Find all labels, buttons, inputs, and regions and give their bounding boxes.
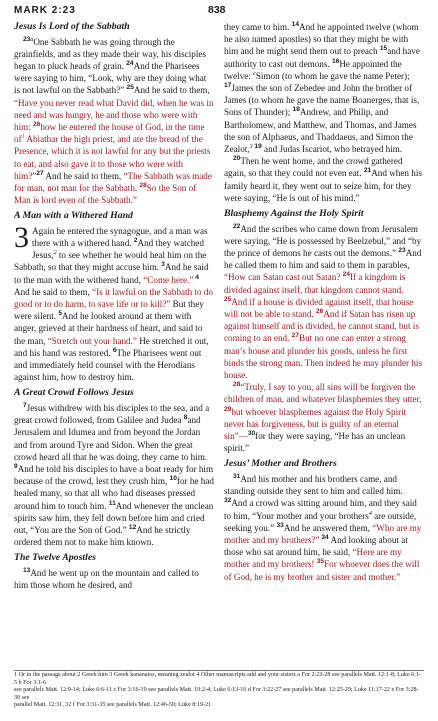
text: And he looked around at them with anger, grieved at their hardness of heart, and said to the man,	[14, 311, 203, 346]
words-of-jesus: “Who are my mother and my brothers?”	[224, 522, 422, 545]
verse-number: 24	[342, 271, 350, 279]
text: He stretched it out, and his hand was restored.	[14, 335, 209, 358]
footnote-marker: 4	[368, 510, 372, 517]
footnote-marker: c	[253, 70, 256, 77]
text: And he answered them,	[283, 522, 373, 533]
verse-number: 17	[224, 81, 232, 89]
verse-number: 2	[133, 237, 138, 244]
text: He appointed the twelve:	[224, 58, 402, 81]
text: Then he went home, and the crowd gathered again, so that they could not even eat.	[224, 156, 403, 179]
paragraph	[14, 36, 214, 207]
verse-number: 31	[233, 472, 241, 480]
words-of-jesus: For whoever does the will of God, he is my brother and sister and mother.”	[224, 559, 420, 582]
text: And his mother and his brothers came, and standing outside they sent to him and called him.	[224, 473, 403, 497]
verse-number: 23	[23, 35, 31, 43]
paragraph	[224, 381, 424, 454]
text: And a crowd was sitting around him, and they said to him, “Your mother and your brothers	[224, 498, 417, 521]
paragraph	[224, 223, 424, 382]
section-heading: A Great Crowd Follows Jesus	[14, 387, 134, 399]
verse-number: 35	[316, 558, 325, 566]
text: And he appointed twelve (whom he also named apostles) so that they might be with him and he might send them out to preach	[224, 22, 419, 57]
verse-number: 8	[183, 414, 188, 422]
paragraph	[224, 21, 424, 155]
text: to see whether he would heal him on the Sabbath, so that they might accuse him.	[14, 250, 207, 273]
two-column-text	[14, 21, 424, 591]
text: And he said to them,	[43, 170, 124, 181]
words-of-jesus: “Here are my mother and my brothers!	[224, 547, 402, 570]
verse-number: 32	[224, 497, 232, 505]
chapter-number: 3	[14, 220, 29, 254]
words-of-jesus: So the Son of Man is lord even of the Sabbath.”	[14, 182, 197, 206]
footnote-marker: a	[30, 36, 34, 43]
text: Again he entered the synagogue, and a man was there with a withered hand.	[32, 225, 208, 249]
words-of-jesus: but whoever blasphemes against the Holy Spirit never has forgiveness, but is guilty of an eternal sin”—	[224, 406, 407, 441]
verse-number: 20	[233, 155, 241, 163]
text: And he went up on the mountain and called to him those whom he desired, and	[14, 567, 199, 591]
verse-number: 26	[33, 120, 41, 128]
verse-number: 30	[247, 429, 256, 437]
text: And the scribes who came down from Jerusalem were saying, “He is possessed by Beelzebul,” and “by the prince of demons he casts out the demons.”	[224, 223, 422, 258]
verse-number: 6	[112, 346, 117, 354]
text: And he said to them,	[133, 85, 210, 96]
words-of-jesus: “Truly, I say to you, all sins will be forgiven the children of man, and whatever blasphemies they utter,	[224, 382, 422, 405]
text: And he strictly ordered them not to make him known.	[14, 525, 191, 548]
verse-number: 9	[14, 462, 18, 470]
footnote-marker: 3	[249, 143, 253, 150]
verse-number: 11	[108, 499, 116, 507]
words-of-jesus: “Come here.”	[143, 274, 194, 285]
text: Simon (to whom he gave the name Peter);	[255, 70, 410, 81]
words-of-jesus: Abiathar the high priest, and ate the bread of the Presence, which it is not lawful for any but the priests to eat, and also gave it to those who were with him?”	[14, 134, 211, 181]
section-heading: A Man with a Withered Hand	[14, 210, 133, 222]
verse-number: 16	[331, 57, 340, 65]
verse-number: 28	[233, 381, 241, 389]
text: Andrew, and Philip, and Bartholomew, and Matthew, and Thomas, and James the son of Alphaeus, and Thaddaeus, and Simon the Zealot,	[224, 107, 417, 155]
verse-number: 33	[276, 521, 284, 529]
words-of-jesus: “Have you never read what David did, when he was in need and was hungry, he and those who were with him:	[14, 97, 214, 132]
words-of-jesus: how he entered the house of God, in the time of	[14, 121, 205, 145]
text: And they watched Jesus,	[32, 238, 204, 261]
verse-number: 14	[291, 20, 300, 28]
text: But they were silent.	[14, 299, 204, 322]
words-of-jesus: But no one can enter a strong man’s house and plunder his goods, unless he first binds the strong man. Then indeed he may plunder his house.	[224, 333, 423, 380]
verse-number: 4	[193, 273, 199, 281]
verse-number: 27	[36, 169, 44, 177]
footnote-line: 1 Or in the passage about 2 Greek him 3 Greek kananaios, meaning zealot 4 Other manuscripts add and your sisters a For 2:23-28 see parallels Matt. 12:1-8; Luke 6:1-5 b For 3:1-6	[14, 672, 421, 686]
text: And the Pharisees were saying to him, “Look, why are they doing what is not lawful on the Sabbath?”	[14, 60, 207, 96]
text: One Sabbath he was going through the grainfields, and as they made their way, his disciples began to pluck heads of grain.	[14, 36, 206, 71]
paragraph	[14, 220, 214, 384]
verse-number: 12	[128, 523, 137, 531]
paragraph	[224, 155, 424, 204]
verse-number: 15	[379, 45, 388, 53]
verse-number: 25	[126, 84, 134, 92]
text: for they were saying, “He has an unclean spirit.”	[224, 431, 406, 454]
footnote-marker: 1	[21, 134, 25, 141]
right-column	[224, 21, 424, 591]
verse-number: 18	[292, 106, 300, 114]
paragraph	[224, 473, 424, 583]
text: And he said to the man with the withered hand,	[14, 262, 209, 285]
verse-number: 24	[126, 59, 134, 67]
verse-number: 5	[58, 310, 63, 318]
verse-number: 21	[363, 167, 372, 175]
words-of-jesus: And if Satan has risen up against himself and is divided, he cannot stand, but is coming to an end.	[224, 308, 419, 344]
verse-number: 23	[398, 246, 406, 254]
text: they came to him.	[224, 22, 292, 32]
footnote-marker: 2	[53, 250, 57, 257]
verse-number: 29	[224, 405, 232, 413]
text: and have authority to cast out demons.	[224, 46, 420, 69]
section-heading: Jesus Is Lord of the Sabbath	[14, 21, 130, 32]
text: for he had healed many, so that all who had diseases pressed around him to touch him.	[14, 476, 214, 511]
verse-number: 26	[316, 307, 324, 315]
words-of-jesus: “The Sabbath was made for man, not man for the Sabbath.	[14, 170, 212, 193]
words-of-jesus: And if a house is divided against itself, that house will not be able to stand.	[224, 296, 414, 319]
verse-number: 22	[233, 222, 241, 230]
text: are outside, seeking you.”	[224, 510, 417, 533]
verse-number: 3	[161, 261, 165, 269]
words-of-jesus: “How can Satan cast out Satan?	[224, 272, 343, 283]
text: and Jerusalem and Idumea and from beyond the Jordan and from around Tyre and Sidon. When the great crowd heard all that he was doing, they came to him.	[14, 415, 208, 462]
verse-number: 25	[224, 295, 232, 303]
verse-number: 19	[252, 142, 262, 150]
words-of-jesus: If a kingdom is divided against itself, that kingdom cannot stand.	[224, 272, 406, 295]
text: And when his family heard it, they went out to seize him, for they were saying, “He is out of his mind.”	[224, 168, 422, 203]
verse-number: 7	[23, 401, 27, 409]
verse-number: 10	[169, 475, 177, 483]
footnote-divider	[14, 670, 424, 671]
verse-number: 27	[291, 332, 300, 340]
text: The Pharisees went out and immediately held counsel with the Herodians against him, how to destroy him.	[14, 347, 202, 383]
page-header	[14, 5, 424, 18]
running-head: MARK 2:23	[14, 5, 76, 16]
section-heading: Blasphemy Against the Holy Spirit	[224, 208, 364, 220]
section-heading: Jesus’ Mother and Brothers	[224, 458, 337, 470]
text: And he said to them,	[14, 286, 93, 297]
paragraph	[14, 567, 214, 591]
words-of-jesus: “Stretch out your hand.”	[47, 335, 137, 346]
text: And he called them to him and said to them in parables,	[224, 247, 422, 271]
page-number: 838	[208, 4, 226, 16]
section-heading: The Twelve Apostles	[14, 552, 96, 564]
text: And looking about at those who sat around him, he said,	[224, 534, 408, 558]
words-of-jesus: “Is it lawful on the Sabbath to do good or to do harm, to save life or to kill?”	[14, 286, 213, 310]
text: and Judas Iscariot, who betrayed him.	[261, 144, 403, 155]
footnote-line: parallel Matt. 12:31, 32 f For 3:31-35 see parallels Matt. 12:46-50; Luke 8:19-21	[14, 702, 212, 709]
text: And he told his disciples to have a boat ready for him because of the crowd, lest they crush him,	[14, 464, 214, 487]
verse-number: 13	[23, 566, 31, 574]
text: James the son of Zebedee and John the brother of James (to whom he gave the name Boanerges, that is, Sons of Thunder);	[224, 83, 420, 118]
footnotes	[14, 672, 424, 710]
paragraph	[14, 402, 214, 548]
text: Jesus withdrew with his disciples to the sea, and a great crowd followed, from Galilee and Judea	[14, 402, 210, 426]
footnote-line: see parallels Matt. 12:9-14; Luke 6:6-11 c For 3:16-19 see parallels Matt. 10:2-4; Luke 6:13-16 d For 3:22-27 see parallels Matt. 12:25-29; Luke 11:17-22 e For 3:28-30 see	[14, 687, 419, 701]
text: And whenever the unclean spirits saw him, they fell down before him and cried out, “You are the Son of God.”	[14, 500, 214, 536]
verse-number: 34	[319, 533, 329, 541]
left-column	[14, 21, 214, 591]
verse-number: 28	[139, 181, 147, 189]
